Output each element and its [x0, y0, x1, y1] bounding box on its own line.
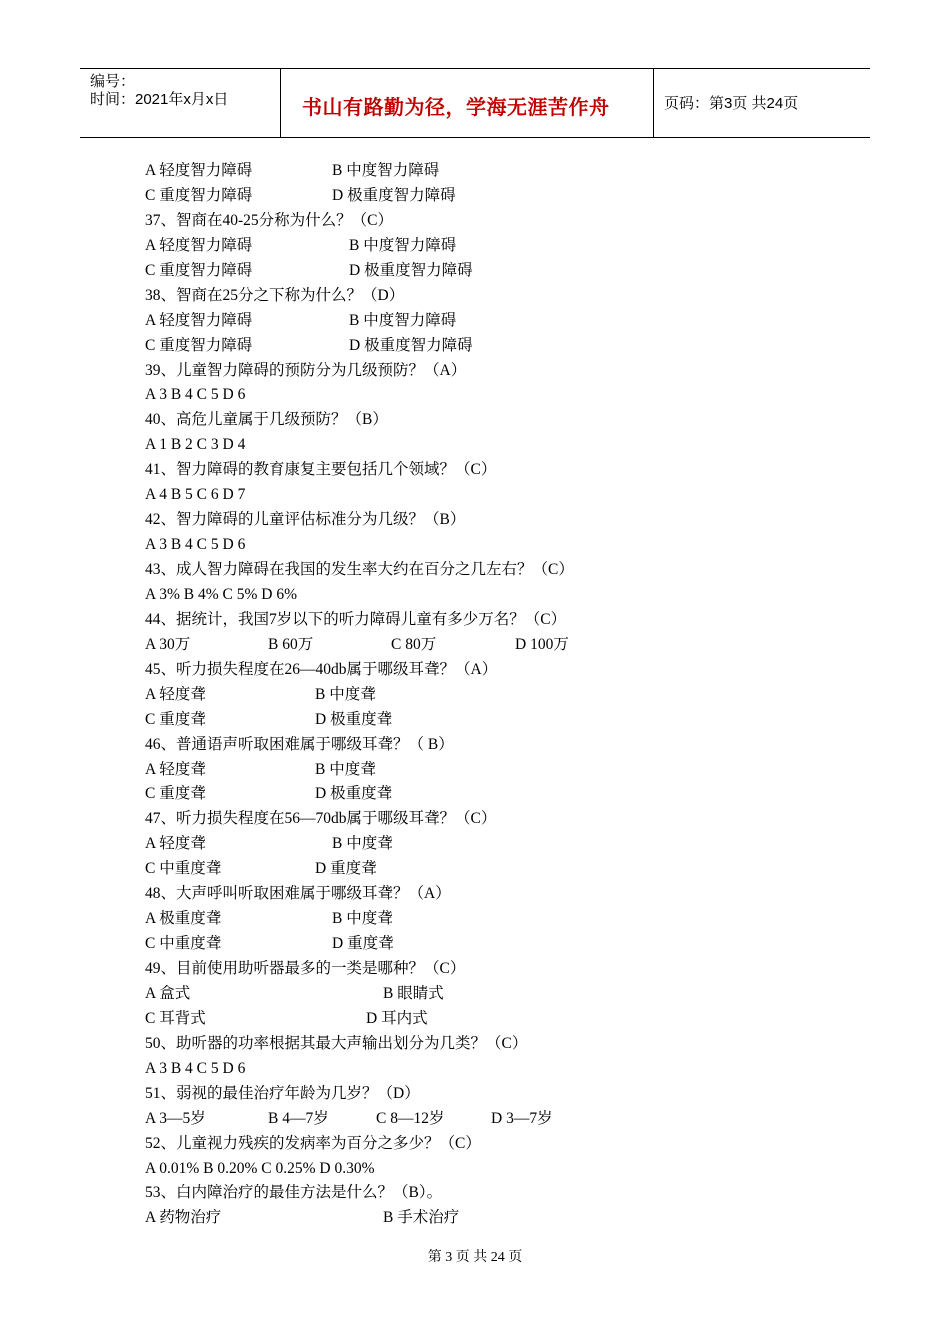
- question-line: A 0.01% B 0.20% C 0.25% D 0.30%: [145, 1159, 375, 1177]
- answer-option: B 60万: [268, 635, 314, 653]
- options-line: [145, 1006, 845, 1031]
- answer-option: C 8—12岁: [376, 1109, 445, 1127]
- question-line: 38、智商在25分之下称为什么？（D）: [145, 286, 405, 304]
- options-line: [145, 707, 845, 732]
- header-motto: 书山有路勤为径，学海无涯苦作舟: [302, 97, 610, 119]
- answer-option: B 手术治疗: [383, 1209, 460, 1227]
- options-line: [145, 931, 845, 956]
- options-line: [145, 682, 845, 707]
- page-footer: 第 3 页 共 24 页: [427, 1250, 523, 1265]
- answer-option: C 重度聋: [145, 785, 206, 803]
- question-line: 47、听力损失程度在56—70db属于哪级耳聋？（C）: [145, 810, 497, 828]
- question-line: 37、智商在40-25分称为什么？（C）: [145, 211, 394, 229]
- answer-option: B 眼睛式: [383, 984, 444, 1002]
- question-line: A 3 B 4 C 5 D 6: [145, 536, 246, 554]
- options-line: [145, 233, 845, 258]
- question-line: 52、儿童视力残疾的发病率为百分之多少？（C）: [145, 1134, 481, 1152]
- answer-option: B 中度聋: [332, 835, 393, 853]
- answer-option: D 100万: [515, 635, 569, 653]
- answer-option: D 极重度聋: [315, 785, 393, 803]
- answer-option: D 重度聋: [332, 935, 394, 953]
- answer-option: A 盒式: [145, 984, 191, 1002]
- answer-option: C 80万: [391, 635, 437, 653]
- answer-option: D 极重度聋: [315, 710, 393, 728]
- question-line: A 3 B 4 C 5 D 6: [145, 1059, 246, 1077]
- question-line: 46、普通语声听取困难属于哪级耳聋？（ B）: [145, 735, 454, 753]
- options-line: [145, 757, 845, 782]
- question-line: 43、成人智力障碍在我国的发生率大约在百分之几左右？（C）: [145, 561, 574, 578]
- page-header: [80, 68, 870, 138]
- options-line: [145, 333, 845, 358]
- question-line: A 1 B 2 C 3 D 4: [145, 436, 246, 454]
- answer-option: A 30万: [145, 635, 191, 653]
- options-line: [145, 258, 845, 283]
- question-line: 49、目前使用助听器最多的一类是哪种？（C）: [145, 960, 466, 977]
- question-line: 50、助听器的功率根据其最大声输出划分为几类？（C）: [145, 1034, 528, 1052]
- document-number-label: 编号：: [90, 73, 136, 90]
- answer-option: B 中度智力障碍: [349, 236, 457, 254]
- answer-option: C 耳背式: [145, 1009, 206, 1027]
- options-line: [145, 856, 845, 881]
- answer-option: D 3—7岁: [491, 1109, 553, 1127]
- document-date-label: 时间：2021年x月x日: [90, 91, 229, 108]
- question-line: 42、智力障碍的儿童评估标准分为几级？（B）: [145, 511, 466, 529]
- answer-option: A 轻度智力障碍: [145, 236, 253, 254]
- question-line: 51、弱视的最佳治疗年龄为几岁？（D）: [145, 1084, 420, 1102]
- answer-option: D 耳内式: [366, 1009, 428, 1027]
- question-line: A 3 B 4 C 5 D 6: [145, 386, 246, 404]
- question-line: 41、智力障碍的教育康复主要包括几个领域？（C）: [145, 461, 497, 479]
- options-line: [145, 831, 845, 856]
- header-divider: [280, 69, 281, 137]
- options-line: [145, 981, 845, 1006]
- answer-option: C 重度智力障碍: [145, 261, 253, 279]
- answer-option: A 轻度智力障碍: [145, 311, 253, 329]
- question-line: 45、听力损失程度在26—40db属于哪级耳聋？（A）: [145, 660, 498, 678]
- answer-option: D 极重度智力障碍: [332, 186, 456, 204]
- options-line: [145, 632, 845, 657]
- answer-option: B 中度聋: [332, 910, 393, 928]
- answer-option: C 中重度聋: [145, 860, 222, 878]
- question-line: 39、儿童智力障碍的预防分为几级预防？（A）: [145, 361, 467, 379]
- question-line: A 4 B 5 C 6 D 7: [145, 486, 246, 504]
- question-line: 48、大声呼叫听取困难属于哪级耳聋？（A）: [145, 885, 451, 903]
- answer-option: B 中度聋: [315, 685, 376, 703]
- question-list: [145, 158, 845, 1230]
- answer-option: C 重度聋: [145, 710, 206, 728]
- answer-option: C 重度智力障碍: [145, 186, 253, 204]
- answer-option: A 轻度聋: [145, 835, 206, 853]
- options-line: [145, 1106, 845, 1131]
- header-divider: [653, 69, 654, 137]
- answer-option: A 轻度聋: [145, 685, 206, 703]
- answer-option: A 轻度智力障碍: [145, 162, 253, 179]
- options-line: [145, 158, 845, 183]
- answer-option: A 极重度聋: [145, 910, 222, 928]
- question-line: A 3% B 4% C 5% D 6%: [145, 585, 297, 603]
- answer-option: B 中度聋: [315, 760, 376, 778]
- options-line: [145, 781, 845, 806]
- answer-option: B 4—7岁: [268, 1109, 329, 1127]
- answer-option: A 药物治疗: [145, 1209, 222, 1227]
- answer-option: D 极重度智力障碍: [349, 261, 473, 279]
- answer-option: C 中重度聋: [145, 935, 222, 953]
- options-line: [145, 308, 845, 333]
- answer-option: C 重度智力障碍: [145, 336, 253, 354]
- page-code-label: 页码：第3页 共24页: [664, 95, 799, 112]
- question-line: 44、据统计，我国7岁以下的听力障碍儿童有多少万名？（C）: [145, 610, 567, 628]
- answer-option: A 3—5岁: [145, 1109, 206, 1127]
- options-line: [145, 183, 845, 208]
- question-line: 53、白内障治疗的最佳方法是什么？（B）。: [145, 1184, 443, 1202]
- options-line: [145, 1205, 845, 1230]
- options-line: [145, 906, 845, 931]
- answer-option: D 极重度智力障碍: [349, 336, 473, 354]
- answer-option: B 中度智力障碍: [349, 311, 457, 329]
- answer-option: A 轻度聋: [145, 760, 206, 778]
- answer-option: D 重度聋: [315, 860, 377, 878]
- question-line: 40、高危儿童属于几级预防？（B）: [145, 411, 388, 429]
- answer-option: B 中度智力障碍: [332, 162, 440, 179]
